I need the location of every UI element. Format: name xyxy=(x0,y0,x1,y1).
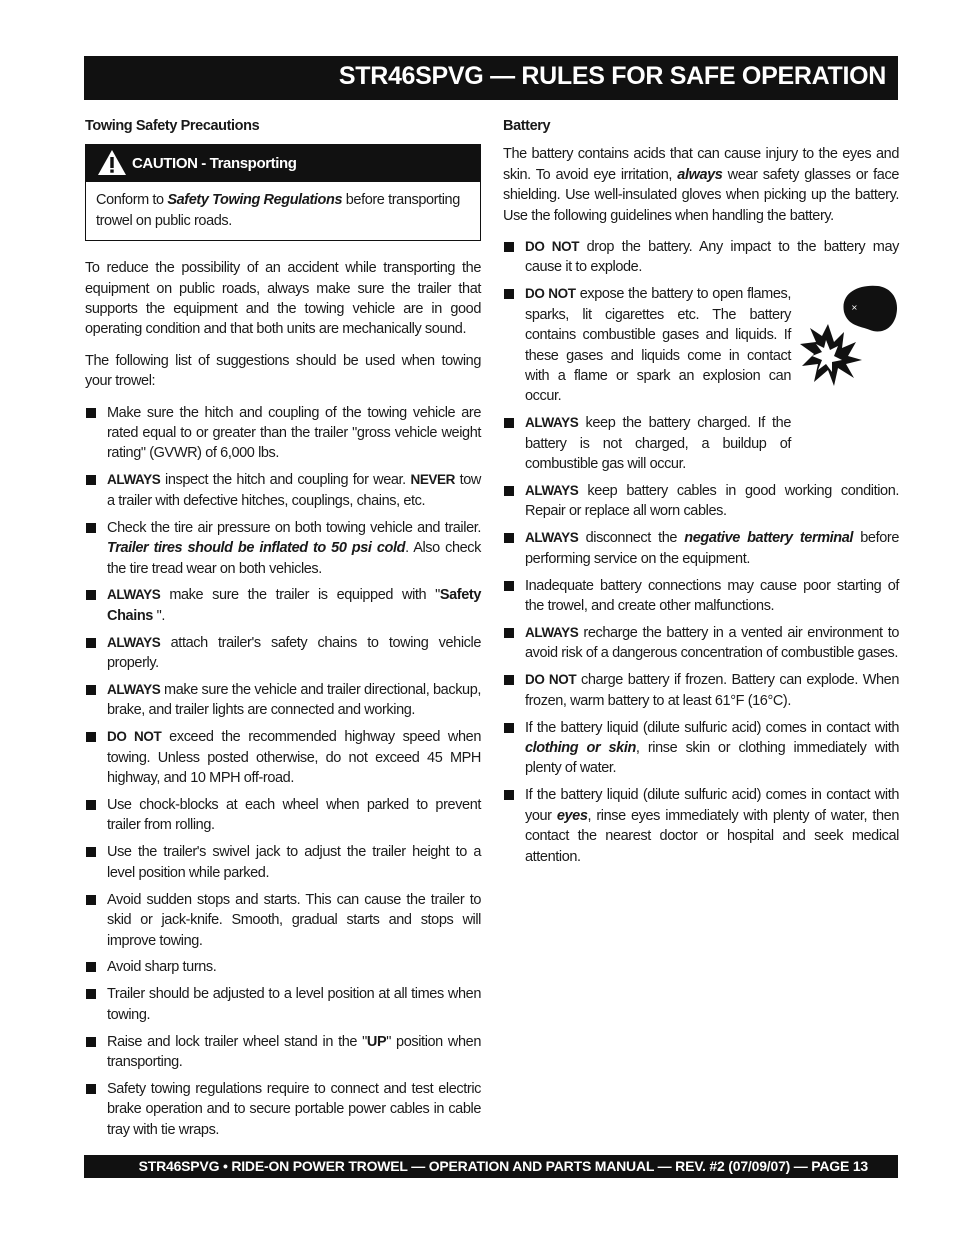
bullet-square-icon xyxy=(504,486,514,496)
battery-intro-paragraph: The battery contains acids that can cause injury to the eyes and skin. To avoid eye irritation, always wear safety glasses or face shielding. Use well-insulated gloves when picking up the battery. Use the following guidelines when handling the battery. xyxy=(503,146,899,224)
bullet-square-icon xyxy=(504,581,514,591)
list-item: DO NOT exceed the recommended highway speed when towing. Unless posted otherwise, do not exceed 45 MPH highway, and 10 MPH off-road. xyxy=(85,727,481,788)
list-item: Avoid sharp turns. xyxy=(85,957,481,977)
list-item: Use the trailer's swivel jack to adjust the trailer height to a level position while parked. xyxy=(85,842,481,883)
list-item: DO NOT charge battery if frozen. Battery can explode. When frozen, warm battery to at least 61°F (16°C). xyxy=(503,670,899,711)
list-item: Check the tire air pressure on both towing vehicle and trailer. Trailer tires should be inflated to 50 psi cold. Also check the tire tread wear on both vehicles. xyxy=(85,518,481,579)
list-item: ALWAYS keep battery cables in good working condition. Repair or replace all worn cables. xyxy=(503,481,899,522)
left-column xyxy=(85,116,481,1147)
list-item: ALWAYS keep the battery charged. If the battery is not charged, a buildup of combustible gas will occur. xyxy=(503,413,899,474)
caution-header xyxy=(86,145,480,182)
bullet-square-icon xyxy=(86,475,96,485)
list-item: DO NOT expose the battery to open flames, sparks, lit cigarettes etc. The battery contains combustible gases and liquids. If these gases and liquids come in contact with a flame or spark an explosion can occur. xyxy=(503,284,899,406)
list-item: ALWAYS make sure the vehicle and trailer directional, backup, brake, and trailer lights are connected and working. xyxy=(85,680,481,721)
list-item: If the battery liquid (dilute sulfuric acid) comes in contact with clothing or skin, rinse skin or clothing immediately with plenty of water. xyxy=(503,718,899,779)
towing-list-intro: The following list of suggestions should be used when towing your trowel: xyxy=(85,352,481,390)
bullet-square-icon xyxy=(86,895,96,905)
list-item: Trailer should be adjusted to a level position at all times when towing. xyxy=(85,984,481,1025)
caution-text: Conform to Safety Towing Regulations before transporting trowel on public roads. xyxy=(96,192,460,229)
bullet-square-icon xyxy=(504,242,514,252)
list-item: ALWAYS disconnect the negative battery terminal before performing service on the equipment. xyxy=(503,528,899,569)
towing-bullet-list xyxy=(85,403,481,1141)
caution-label: CAUTION - Transporting xyxy=(132,155,297,173)
right-column xyxy=(503,116,899,873)
bullet-square-icon xyxy=(504,533,514,543)
list-item: DO NOT drop the battery. Any impact to the battery may cause it to explode. xyxy=(503,237,899,278)
battery-section-title: Battery xyxy=(503,118,551,134)
page-footer xyxy=(84,1155,898,1178)
svg-text:×: × xyxy=(851,303,858,312)
list-item: Make sure the hitch and coupling of the towing vehicle are rated equal to or greater than the trailer "gross vehicle weight rating" (GVWR) of 6,000 lbs. xyxy=(85,403,481,464)
bullet-square-icon xyxy=(86,638,96,648)
bullet-square-icon xyxy=(504,790,514,800)
bullet-square-icon xyxy=(86,685,96,695)
bullet-square-icon xyxy=(86,408,96,418)
bullet-square-icon xyxy=(86,523,96,533)
bullet-square-icon xyxy=(86,590,96,600)
warning-triangle-icon xyxy=(97,149,127,176)
caution-box xyxy=(85,144,481,241)
list-item: ALWAYS recharge the battery in a vented air environment to avoid risk of a dangerous concentration of combustible gases. xyxy=(503,623,899,664)
battery-bullet-list xyxy=(503,237,899,867)
bullet-square-icon xyxy=(504,628,514,638)
page-title: STR46SPVG — RULES FOR SAFE OPERATION xyxy=(338,62,886,90)
list-item: If the battery liquid (dilute sulfuric acid) comes in contact with your eyes, rinse eyes immediately with plenty of water, then contact the nearest doctor or hospital and seek medical attention. xyxy=(503,785,899,867)
list-item: Inadequate battery connections may cause poor starting of the trowel, and create other malfunctions. xyxy=(503,576,899,617)
page-header xyxy=(84,56,898,100)
bullet-square-icon xyxy=(504,723,514,733)
bullet-square-icon xyxy=(504,418,514,428)
bullet-square-icon xyxy=(86,989,96,999)
footer-text: STR46SPVG • RIDE-ON POWER TROWEL — OPERATION AND PARTS MANUAL — REV. #2 (07/09/07) — PAGE 13 xyxy=(138,1158,868,1174)
bullet-square-icon xyxy=(86,962,96,972)
list-item: ALWAYS inspect the hitch and coupling for wear. NEVER tow a trailer with defective hitches, couplings, chains, etc. xyxy=(85,470,481,511)
bullet-square-icon xyxy=(86,800,96,810)
towing-intro-paragraph: To reduce the possibility of an accident while transporting the equipment on public roads, always make sure the trailer that supports the equipment and the towing vehicle are in good operating condition and that both units are mechanically sound. xyxy=(85,260,481,338)
towing-section-title: Towing Safety Precautions xyxy=(85,118,260,134)
list-item: Avoid sudden stops and starts. This can cause the trailer to skid or jack-knife. Smooth, gradual starts and stops will improve towing. xyxy=(85,890,481,951)
list-item: ALWAYS make sure the trailer is equipped with "Safety Chains ". xyxy=(85,585,481,626)
list-item: Use chock-blocks at each wheel when parked to prevent trailer from rolling. xyxy=(85,795,481,836)
bullet-square-icon xyxy=(86,847,96,857)
bullet-square-icon xyxy=(86,732,96,742)
list-item: Safety towing regulations require to connect and test electric brake operation and to secure portable power cables in cable tray with tie wraps. xyxy=(85,1079,481,1140)
bullet-square-icon xyxy=(504,675,514,685)
bullet-square-icon xyxy=(86,1084,96,1094)
list-item: ALWAYS attach trailer's safety chains to towing vehicle properly. xyxy=(85,633,481,674)
bullet-square-icon xyxy=(504,289,514,299)
bullet-square-icon xyxy=(86,1037,96,1047)
list-item: Raise and lock trailer wheel stand in the "UP" position when transporting. xyxy=(85,1032,481,1073)
